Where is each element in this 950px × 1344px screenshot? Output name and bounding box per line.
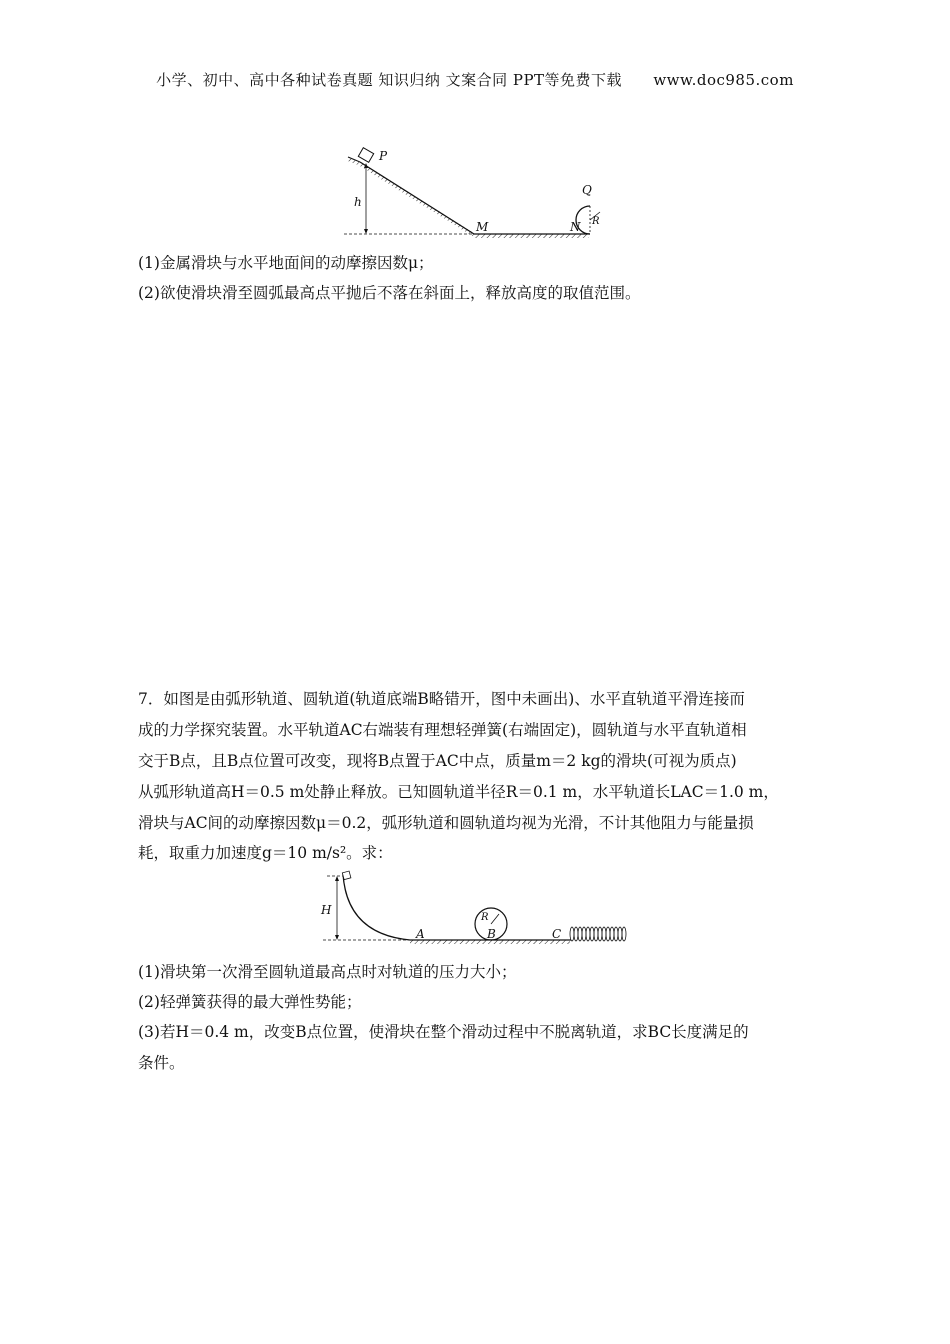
label-h: h xyxy=(354,195,362,209)
label-C: C xyxy=(552,927,562,941)
block xyxy=(342,871,351,880)
q7-part3-line1: (3)若H＝0.4 m，改变B点位置，使滑块在整个滑动过程中不脱离轨道，求BC长度满足的 xyxy=(138,1023,749,1041)
q7-line-2: 成的力学探究装置。水平轨道AC右端装有理想轻弹簧(右端固定)，圆轨道与水平直轨道相 xyxy=(138,721,747,739)
loop-radius xyxy=(491,914,499,924)
label-B: B xyxy=(487,927,496,941)
q7-line-6: 耗，取重力加速度g＝10 m/s²。求： xyxy=(138,844,393,862)
header-text: 小学、初中、高中各种试卷真题 知识归纳 文案合同 PPT等免费下载 xyxy=(156,71,623,89)
figure-incline-arc xyxy=(330,140,630,245)
label-H: H xyxy=(321,903,332,917)
block-P xyxy=(358,148,373,163)
q7-part2: (2)轻弹簧获得的最大弹性势能； xyxy=(138,993,362,1011)
q6-part1: (1)金属滑块与水平地面间的动摩擦因数μ； xyxy=(138,254,434,272)
curved-track xyxy=(343,874,410,940)
label-R: R xyxy=(592,216,600,227)
q7-line-5: 滑块与AC间的动摩擦因数μ＝0.2，弧形轨道和圆轨道均视为光滑，不计其他阻力与能量损 xyxy=(138,814,754,832)
q7-line-3: 交于B点，且B点位置可改变，现将B点置于AC中点，质量m＝2 kg的滑块(可视为质点) xyxy=(138,752,737,770)
label-M: M xyxy=(476,220,489,234)
figure-loop-spring xyxy=(315,868,635,948)
q7-part1: (1)滑块第一次滑至圆轨道最高点时对轨道的压力大小； xyxy=(138,963,517,981)
q7-line-4: 从弧形轨道高H＝0.5 m处静止释放。已知圆轨道半径R＝0.1 m，水平轨道长LAC＝1.0 m， xyxy=(138,783,779,801)
label-A: A xyxy=(416,927,425,941)
ground xyxy=(474,234,590,238)
height-arrow xyxy=(364,163,368,234)
label-Q: Q xyxy=(582,183,592,197)
q6-part2: (2)欲使滑块滑至圆弧最高点平抛后不落在斜面上，释放高度的取值范围。 xyxy=(138,284,641,302)
page-header xyxy=(0,69,950,90)
q7-line-1: 7．如图是由弧形轨道、圆轨道(轨道底端B略错开，图中未画出)、水平直轨道平滑连接而 xyxy=(138,690,745,708)
label-R: R xyxy=(481,912,489,923)
spring xyxy=(570,927,626,941)
header-site: www.doc985.com xyxy=(653,71,794,89)
label-N: N xyxy=(570,220,581,234)
q7-part3-line2: 条件。 xyxy=(138,1054,185,1072)
label-P: P xyxy=(379,149,388,163)
height-arrow-H xyxy=(335,876,339,940)
incline xyxy=(348,157,474,237)
